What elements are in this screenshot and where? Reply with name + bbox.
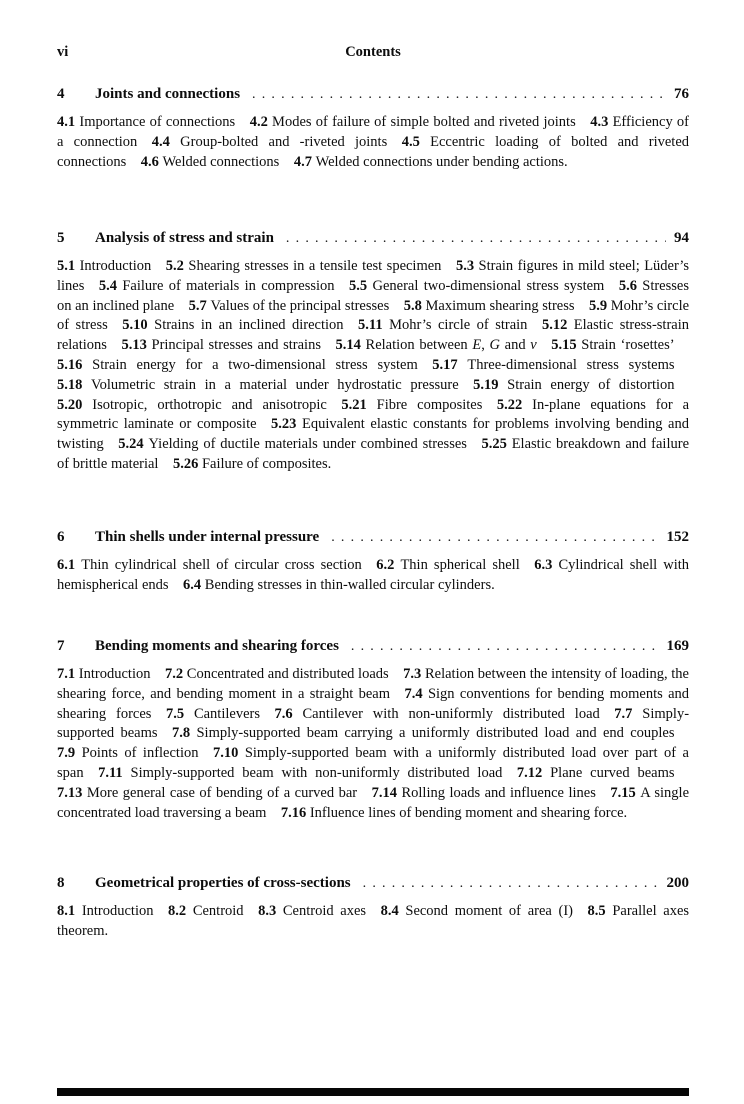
section-title: A single concentrated load traversing a beam bbox=[57, 784, 690, 821]
dot-leader bbox=[363, 874, 659, 894]
chapter-heading bbox=[57, 228, 689, 249]
section-number: 5.6 bbox=[618, 277, 637, 294]
section-title: Strain ‘rosettes’ bbox=[581, 337, 675, 354]
section-number: 7.4 bbox=[404, 685, 423, 702]
section-number: 5.16 bbox=[57, 356, 83, 373]
section-title: Fibre composites bbox=[376, 396, 483, 413]
section-title: Centroid bbox=[192, 903, 244, 919]
section-number: 5.4 bbox=[98, 277, 118, 294]
section-number: 6.1 bbox=[57, 557, 76, 573]
chapter-sections bbox=[57, 902, 689, 942]
chapter-number: 4 bbox=[57, 86, 65, 102]
section-title: Parallel axes theorem. bbox=[57, 903, 690, 939]
section-number: 5.21 bbox=[341, 396, 367, 413]
section-number: 5.18 bbox=[57, 376, 83, 393]
chapter-block bbox=[57, 873, 689, 942]
chapter-number: 6 bbox=[57, 529, 65, 545]
section-number: 4.1 bbox=[57, 114, 76, 130]
section-title: Values of the principal stresses bbox=[210, 297, 390, 314]
section-title: Volumetric strain in a material under hydrostatic pressure bbox=[91, 376, 459, 393]
section-title: Failure of composites. bbox=[201, 455, 332, 472]
section-number: 5.8 bbox=[403, 297, 422, 314]
section-title: Simply-supported beam with a uniformly distributed load over part of a span bbox=[57, 745, 689, 781]
section-title: In-plane equations for a symmetric laminate or composite bbox=[57, 396, 690, 433]
chapter-heading bbox=[57, 636, 689, 657]
section-number: 5.1 bbox=[57, 258, 76, 274]
section-title: Isotropic, orthotropic and anisotropic bbox=[92, 396, 327, 413]
section-title: Centroid axes bbox=[282, 903, 367, 919]
section-title: General two-dimensional stress system bbox=[372, 277, 605, 294]
chapter-block bbox=[57, 527, 689, 596]
section-title: Strains in an inclined direction bbox=[154, 317, 344, 334]
section-number: 5.14 bbox=[335, 337, 361, 354]
section-title: Relation between E, G and v bbox=[365, 337, 537, 354]
section-title: Welded connections under bending actions. bbox=[315, 153, 568, 170]
section-title: Introduction bbox=[81, 903, 154, 919]
section-number: 7.15 bbox=[610, 784, 636, 801]
section-title: Modes of failure of simple bolted and riveted joints bbox=[272, 114, 576, 130]
chapter-number: 5 bbox=[57, 230, 65, 246]
chapter-block bbox=[57, 228, 689, 475]
section-title: Stresses on an inclined plane bbox=[57, 277, 689, 314]
section-title: Strain figures in mild steel; Lüder’s lines bbox=[57, 258, 690, 294]
section-number: 5.19 bbox=[473, 376, 499, 393]
section-number: 5.10 bbox=[122, 317, 148, 334]
page-header bbox=[57, 45, 689, 63]
section-number: 5.11 bbox=[358, 317, 383, 334]
section-title: Simply-supported beam carrying a uniformly distributed load and end couples bbox=[196, 725, 675, 742]
section-title: Sign conventions for bending moments and shearing forces bbox=[57, 685, 690, 722]
section-title: Rolling loads and influence lines bbox=[401, 784, 596, 801]
section-title: Mohr’s circle of stress bbox=[57, 297, 690, 334]
section-number: 7.16 bbox=[280, 804, 307, 821]
section-title: Elastic breakdown and failure of brittle material bbox=[57, 436, 690, 472]
chapter-page-number: 152 bbox=[666, 529, 689, 545]
section-title: Points of inflection bbox=[81, 745, 199, 762]
folio-page-number: vi bbox=[57, 44, 69, 60]
section-title: Introduction bbox=[79, 258, 152, 274]
section-title: Elastic stress-strain relations bbox=[57, 317, 689, 354]
section-title: Equivalent elastic constants for problems involving bending and twisting bbox=[57, 416, 689, 453]
section-number: 4.3 bbox=[590, 114, 609, 130]
section-number: 8.4 bbox=[380, 903, 399, 919]
section-title: Thin cylindrical shell of circular cross section bbox=[81, 557, 362, 573]
chapter-title: Joints and connections bbox=[95, 86, 241, 102]
section-title: Mohr’s circle of strain bbox=[389, 317, 528, 334]
section-title: Cantilever with non-uniformly distributed load bbox=[302, 705, 600, 722]
dot-leader bbox=[286, 229, 666, 249]
section-number: 8.3 bbox=[258, 903, 277, 919]
chapter-heading bbox=[57, 873, 689, 894]
section-number: 7.13 bbox=[57, 784, 83, 801]
section-number: 8.2 bbox=[168, 903, 187, 919]
section-number: 5.7 bbox=[188, 297, 207, 314]
chapter-page-number: 200 bbox=[666, 875, 689, 891]
section-number: 5.13 bbox=[121, 337, 147, 354]
chapter-sections bbox=[57, 257, 689, 475]
section-number: 7.3 bbox=[403, 666, 422, 682]
section-title: Shearing stresses in a tensile test specimen bbox=[188, 258, 442, 274]
section-title: Simply-supported beam with non-uniformly distributed load bbox=[130, 764, 503, 781]
chapter-heading bbox=[57, 84, 689, 105]
section-title: Eccentric loading of bolted and riveted connections bbox=[57, 133, 690, 170]
section-title: Principal stresses and strains bbox=[151, 337, 321, 354]
section-number: 5.15 bbox=[551, 337, 577, 354]
section-number: 4.4 bbox=[151, 133, 170, 150]
section-number: 4.5 bbox=[401, 133, 420, 150]
section-title: Failure of materials in compression bbox=[122, 277, 335, 294]
section-number: 7.11 bbox=[98, 764, 123, 781]
section-number: 7.6 bbox=[274, 705, 293, 722]
section-number: 6.4 bbox=[183, 576, 202, 593]
section-title: Introduction bbox=[78, 666, 151, 682]
section-number: 4.6 bbox=[140, 153, 159, 170]
section-number: 5.22 bbox=[496, 396, 523, 413]
section-number: 6.2 bbox=[376, 557, 395, 573]
section-number: 8.5 bbox=[587, 903, 606, 919]
section-number: 5.20 bbox=[57, 396, 83, 413]
scan-artifact-bar bbox=[57, 1088, 689, 1096]
section-title: Maximum shearing stress bbox=[425, 297, 575, 314]
chapter-page-number: 76 bbox=[674, 86, 689, 102]
section-title: Cantilevers bbox=[193, 705, 260, 722]
section-number: 4.7 bbox=[293, 153, 312, 170]
section-number: 7.7 bbox=[614, 705, 633, 722]
section-title: Simply-supported beams bbox=[57, 705, 690, 742]
chapter-title: Geometrical properties of cross-sections bbox=[95, 875, 351, 891]
section-number: 8.1 bbox=[57, 903, 76, 919]
section-title: More general case of bending of a curved bar bbox=[86, 784, 358, 801]
chapter-page-number: 169 bbox=[666, 638, 689, 654]
dot-leader bbox=[252, 85, 666, 105]
section-title: Cylindrical shell with hemispherical ends bbox=[57, 557, 690, 593]
section-title: Efficiency of a connection bbox=[57, 114, 690, 150]
section-number: 5.26 bbox=[172, 455, 199, 472]
section-title: Yielding of ductile materials under combined stresses bbox=[148, 436, 467, 453]
running-title: Contents bbox=[345, 44, 401, 60]
section-number: 5.5 bbox=[349, 277, 368, 294]
section-title: Importance of connections bbox=[79, 114, 236, 130]
section-number: 7.10 bbox=[212, 745, 239, 762]
chapter-page-number: 94 bbox=[674, 230, 689, 246]
section-title: Welded connections bbox=[162, 153, 280, 170]
section-title: Group-bolted and -riveted joints bbox=[180, 133, 388, 150]
chapter-sections bbox=[57, 556, 689, 596]
section-number: 5.25 bbox=[481, 436, 507, 453]
section-title: Thin spherical shell bbox=[400, 557, 520, 573]
section-title: Strain energy of distortion bbox=[507, 376, 675, 393]
section-title: Influence lines of bending moment and shearing force. bbox=[309, 804, 628, 821]
chapter-number: 8 bbox=[57, 875, 65, 891]
section-number: 5.17 bbox=[432, 356, 458, 373]
chapter-sections bbox=[57, 665, 689, 823]
section-number: 5.3 bbox=[455, 258, 475, 274]
chapter-title: Analysis of stress and strain bbox=[95, 230, 274, 246]
chapter-title: Bending moments and shearing forces bbox=[95, 638, 339, 654]
section-number: 7.2 bbox=[164, 666, 184, 682]
section-number: 7.1 bbox=[57, 666, 76, 682]
section-number: 7.9 bbox=[57, 745, 76, 762]
section-number: 5.12 bbox=[541, 317, 568, 334]
dot-leader bbox=[331, 528, 658, 548]
section-title: Second moment of area (I) bbox=[405, 903, 573, 919]
chapter-sections bbox=[57, 113, 689, 172]
chapter-number: 7 bbox=[57, 638, 65, 654]
section-number: 4.2 bbox=[249, 114, 268, 130]
section-title: Strain energy for a two-dimensional stress system bbox=[92, 356, 418, 373]
section-number: 6.3 bbox=[534, 557, 553, 573]
section-number: 5.23 bbox=[271, 416, 297, 433]
section-number: 7.5 bbox=[165, 705, 185, 722]
section-title: Plane curved beams bbox=[550, 764, 675, 781]
section-title: Relation between the intensity of loading, the shearing force, and bending moment in a straight beam bbox=[57, 666, 689, 702]
chapter-block bbox=[57, 636, 689, 823]
chapter-heading bbox=[57, 527, 689, 548]
dot-leader bbox=[351, 637, 659, 657]
section-title: Bending stresses in thin-walled circular cylinders. bbox=[204, 576, 495, 593]
section-number: 5.2 bbox=[165, 258, 184, 274]
chapter-title: Thin shells under internal pressure bbox=[95, 529, 320, 545]
section-number: 5.24 bbox=[118, 436, 144, 453]
section-number: 7.12 bbox=[516, 764, 543, 781]
chapter-block bbox=[57, 84, 689, 172]
section-number: 7.8 bbox=[172, 725, 191, 742]
section-number: 7.14 bbox=[371, 784, 397, 801]
section-number: 5.9 bbox=[589, 297, 608, 314]
section-title: Three-dimensional stress systems bbox=[467, 356, 675, 373]
section-title: Concentrated and distributed loads bbox=[186, 666, 389, 682]
